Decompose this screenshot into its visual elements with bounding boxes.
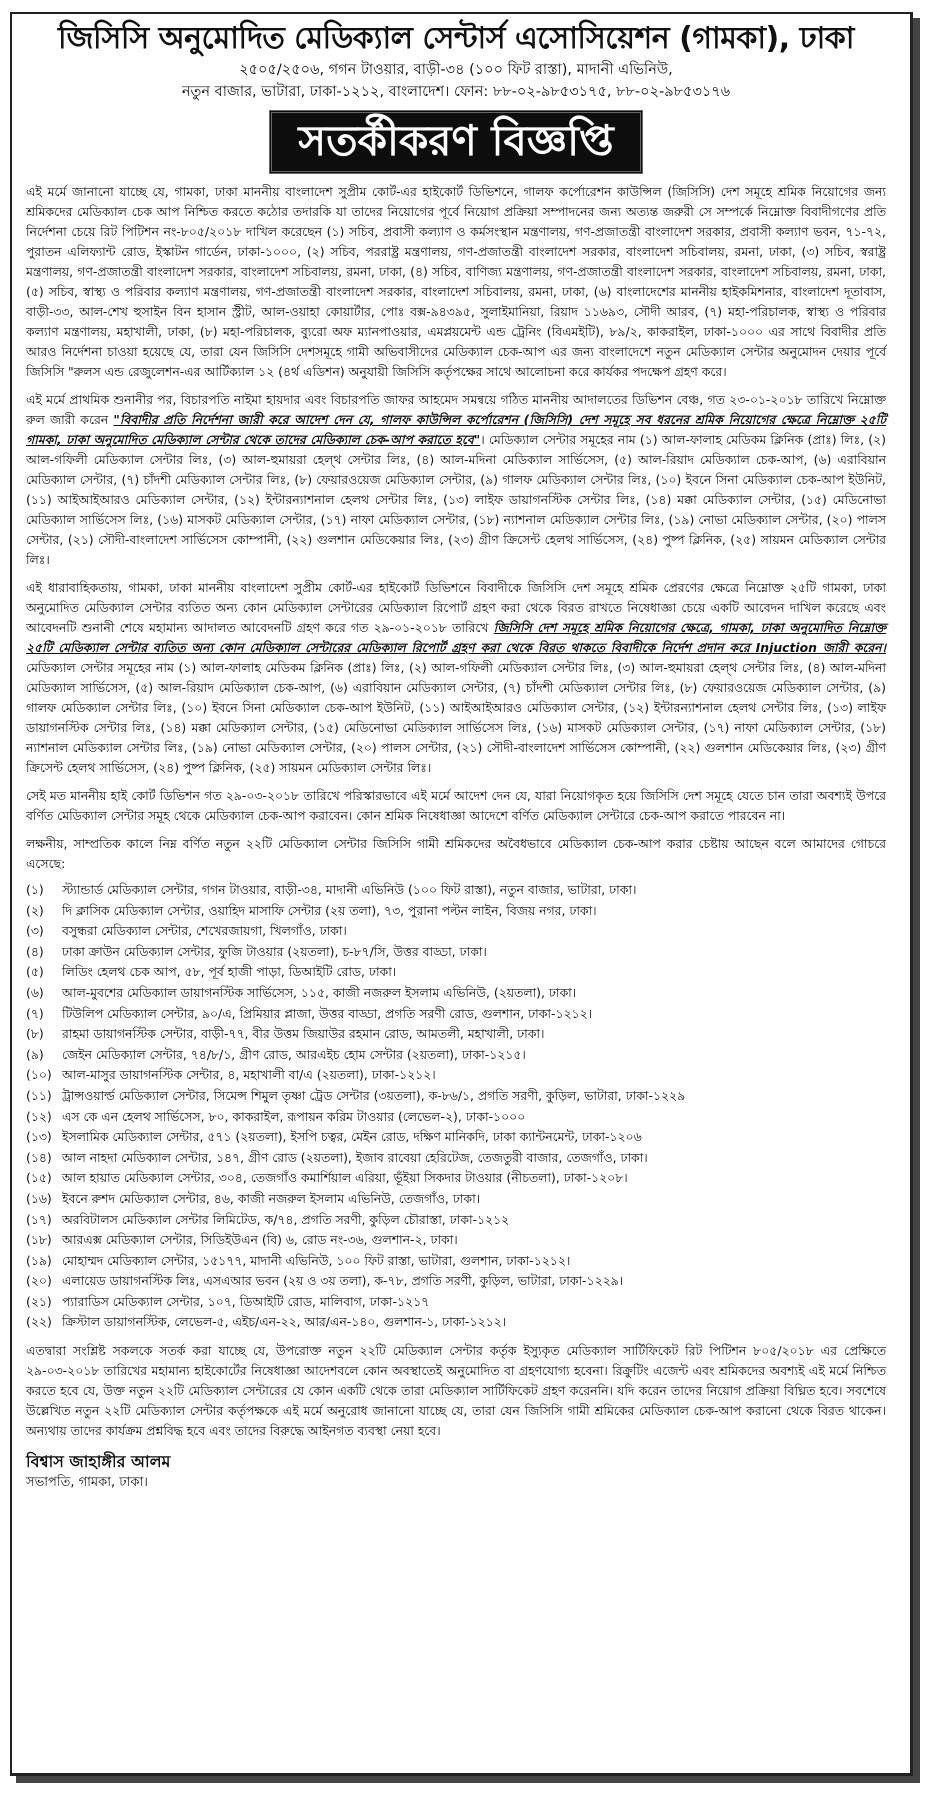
new-center-text: মোহাম্মদ মেডিক্যাল সেন্টার, ১৫১৭৭, মাদানী এভিনিউ, ১০০ ফিট রাস্তা, ভাটারা, গুলশান, ঢাকা-১২১২।: [62, 1252, 571, 1268]
new-center-number: (৯): [26, 1046, 44, 1062]
banner-wrap: [26, 110, 886, 174]
new-center-text: প্যারাডিস মেডিক্যাল সেন্টার, ১০৭, ডিআইটি রোড, মালিবাগ, ঢাকা-১২১৭: [62, 1293, 430, 1309]
new-center-item: [26, 983, 886, 1004]
rule-intro: এই মর্মে প্রাথমিক শুনানীর পর, বিচারপতি নাইমা হায়দার এবং বিচারপতি জাফর আহমেদ সমন্বয়ে গঠিত মাননীয় আদালতের ডিভিশন বেঞ্চ, গত ২৩-০১-২০১৮ তারিখে নিম্নোক্ত রুল জারী করেন: [26, 392, 886, 427]
paragraph-injunction: [26, 578, 886, 778]
new-center-item: [26, 921, 886, 942]
new-center-text: ঢাকা ক্রাউন মেডিক্যাল সেন্টার, ফুজি টাওয়ার (২য়তলা), চ-৮৭/সি, উত্তর বাড্ডা, ঢাকা।: [62, 943, 487, 959]
new-center-number: (৮): [26, 1026, 44, 1042]
address-line-1: ২৫০৫/২৫০৬, গগন টাওয়ার, বাড়ী-৩৪ (১০০ ফিট রাস্তা), মাদানী এভিনিউ,: [239, 62, 673, 78]
new-center-item: [26, 962, 886, 983]
new-centers-list: [26, 880, 886, 1333]
new-center-number: (২১): [26, 1293, 52, 1309]
new-center-item: [26, 1271, 886, 1292]
new-center-item: [26, 1312, 886, 1333]
new-center-text: ইবনে রুশদ মেডিক্যাল সেন্টার, ৪৬, কাজী নজরুল ইসলাম এভিনিউ, তেজগাঁও, ঢাকা।: [62, 1190, 481, 1206]
new-center-number: (১৭): [26, 1211, 52, 1227]
new-center-number: (১৪): [26, 1149, 52, 1165]
new-center-item: [26, 1107, 886, 1128]
new-center-text: টিউলিপ মেডিক্যাল সেন্টার, ৯০/এ, প্রিমিয়ার প্লাজা, উত্তর বাড্ডা, প্রগতি সরণী রোড, গুলশান, ঢাকা-১২১২।: [62, 1005, 593, 1021]
new-center-text: এস কে এন হেলথ সার্ভিসেস, ৮০, কাকরাইল, রূপায়ন করিম টাওয়ার (লেভেল-২), ঢাকা-১০০০: [62, 1108, 526, 1124]
new-center-text: অরবিটালস মেডিক্যাল সেন্টার লিমিটেড, ক/৭৪, প্রগতি সরণী, কুড়িল চৌরাস্তা, ঢাকা-১২১২: [62, 1211, 510, 1227]
new-center-item: [26, 942, 886, 963]
new-center-number: (৪): [26, 943, 44, 959]
new-center-text: ক্রিস্টাল ডায়াগনস্টিক, লেভেল-৫, এইচ/এন-২২, আর/এন-১৪০, গুলশান-১, ঢাকা-১২১২।: [62, 1314, 507, 1330]
new-center-item: [26, 1065, 886, 1086]
paragraph-rule-issued: [26, 390, 886, 570]
new-center-text: আল-মুবশের মেডিক্যাল ডায়াগনস্টিক সার্ভিসেস, ১১৫, কাজী নজরুল ইসলাম এভিনিউ, (২য়তলা), ঢাকা।: [62, 984, 577, 1000]
new-center-number: (১৩): [26, 1129, 52, 1145]
new-center-item: [26, 1168, 886, 1189]
new-center-number: (১১): [26, 1087, 52, 1103]
signatory-name: বিশ্বাস জাহাঙ্গীর আলম: [26, 1452, 171, 1472]
new-center-text: আল-মাসুর ডায়াগনস্টিক সেন্টার, ৪, মহাখালী বা/এ (২য়তলা), ঢাকা-১২১২।: [62, 1067, 436, 1083]
new-center-number: (৬): [26, 984, 44, 1000]
new-center-number: (২০): [26, 1273, 52, 1289]
new-center-text: বসুন্ধরা মেডিক্যাল সেন্টার, শেখেরজায়গা, খিলগাঁও, ঢাকা।: [62, 923, 347, 939]
new-center-item: [26, 1251, 886, 1272]
new-center-item: [26, 1230, 886, 1251]
organization-title: জিসিসি অনুমোদিত মেডিক্যাল সেন্টার্স এসোসিয়েশন (গামকা), ঢাকা: [58, 21, 854, 56]
new-center-text: রাহমা ডায়াগনস্টিক সেন্টার, বাড়ী-৭৭, বীর উত্তম জিয়াউর রহমান রোড, আমতলী, মহাখালী, ঢাকা।: [62, 1026, 545, 1042]
new-center-text: এলায়েড ডায়াগনস্টিক লিঃ, এসএআর ভবন (২য় ও ৩য় তলা), ক-৭৮, প্রগতি সরণী, কুড়িল, ভাটারা, ঢাকা-১২২৯।: [62, 1273, 624, 1289]
injunction-quote: জিসিসি দেশ সমূহে শ্রমিক নিয়োগের ক্ষেত্রে, গামকা, ঢাকা অনুমোদিত নিম্নোক্ত ২৫টি মেডিক্যাল সেন্টার ব্যতিত অন্য কোন মেডিক্যাল সেন্টারের মেডিক্যাল রিপোর্ট গ্রহণ করা থেকে বিরত থাকতে বিবাদীকে নির্দেশ প্রদান করে Injuction জারী করেন।: [26, 620, 886, 655]
new-center-item: [26, 901, 886, 922]
new-center-number: (৭): [26, 1005, 44, 1021]
paragraph-new-centers-intro: লক্ষনীয়, সাম্প্রতিক কালে নিম্ন বর্ণিত নতুন ২২টি মেডিক্যাল সেন্টার জিসিসি গামী শ্রমিকদের অবৈধভাবে মেডিক্যাল চেক-আপ করার চেষ্টায় আছেন বলে আমাদের গোচরে এসেছে:: [26, 836, 886, 871]
new-center-item: [26, 880, 886, 901]
new-center-number: (১৬): [26, 1190, 52, 1206]
injunction-center-list: মেডিক্যাল সেন্টার সমূহের নাম (১) আল-ফালাহ মেডিকম ক্লিনিক (প্রাঃ) লিঃ, (২) আল-গফিলী মেডিক্যাল সেন্টার লিঃ, (৩) আল-হুমায়রা হেল্থ সেন্টার লিঃ, (৪) আল-মদিনা মেডিক্যাল সার্ভিসেস, (৫) আল-রিয়াদ মেডিক্যাল চেক-আপ, (৬) এরাবিয়ান মেডিক্যাল সেন্টার, (৭) চাঁদশী মেডিক্যাল সেন্টার লিঃ, (৮) ফেয়ারওয়েজ মেডিক্যাল সেন্টার, (৯) গালফ মেডিক্যাল সেন্টার লিঃ, (১০) ইবনে সিনা মেডিক্যাল চেক-আপ ইউনিট, (১১) আইআইআরও মেডিক্যাল সেন্টার, (১২) ইন্টারন্যাশনাল হেলথ সেন্টার লিঃ, (১৩) লাইফ ডায়াগনস্টিক সেন্টার লিঃ, (১৪) মক্কা মেডিক্যাল সেন্টার, (১৫) মেডিনোভা মেডিক্যাল সার্ভিসেস লিঃ, (১৬) মাসকট মেডিক্যাল সেন্টার, (১৭) নাফা মেডিক্যাল সেন্টার, (১৮) ন্যাশনাল মেডিক্যাল সেন্টার লিঃ, (১৯) নোভা মেডিক্যাল সেন্টার, (২০) পালস সেন্টার, (২১) সৌদী-বাংলাদেশ সার্ভিসেস কোম্পানী, (২২) গুলশান মেডিকেয়ার লিঃ, (২৩) গ্রীণ ক্রিসেন্ট হেলথ সার্ভিসেস, (২৪) পুষ্প ক্লিনিক, (২৫) সায়মন মেডিক্যাল সেন্টার লিঃ।: [26, 660, 886, 775]
new-center-number: (২): [26, 902, 44, 918]
new-center-number: (১৫): [26, 1170, 52, 1186]
new-center-number: (৩): [26, 923, 44, 939]
address-line-2: নতুন বাজার, ভাটারা, ঢাকা-১২১২, বাংলাদেশ। ফোন: ৮৮-০২-৯৮৫৩১৭৫, ৮৮-০২-৯৮৫৩১৭৬: [181, 84, 731, 100]
notice-banner: সতর্কীকরণ বিজ্ঞপ্তি: [269, 110, 642, 174]
new-center-number: (১৮): [26, 1232, 52, 1248]
new-center-text: লিডিং হেলথ চেক আপ, ৫৮, পূর্ব হাজী পাড়া, ডিআইটি রোড, ঢাকা।: [62, 964, 397, 980]
new-center-text: ইসলামিক মেডিক্যাল সেন্টার, ৫৭১ (২য়তলা), ইসপি চত্বর, মেইন রোড, দক্ষিণ মানিকদি, ঢাকা ক্যান্টনমেন্ট, ঢাকা-১২০৬: [62, 1129, 642, 1145]
injunction-intro: এই ধারাবাহিকতায়, গামকা, ঢাকা মাননীয় বাংলাদেশ সুপ্রীম কোর্ট-এর হাইকোর্ট ডিভিশনে বিবাদীকে জিসিসি দেশ সমূহে শ্রমিক প্রেরণের ক্ষেত্রে নিম্নোক্ত ২৫টি গামকা, ঢাকা অনুমোদিত মেডিক্যাল সেন্টার ব্যতিত অন্য কোন মেডিক্যাল সেন্টারের মেডিক্যাল রিপোর্ট গ্রহণ করা থেকে বিরত রাখতে নিষেধাজ্ঞা চেয়ে একটি আবেদন দাখিল করেছে এবং আবেদনটি শুনানী শেষে মহামান্য আদালত আবেদনটি গ্রহণ করে গত ২৯-০১-২০১৮ তারিখে: [26, 580, 886, 635]
frame-shadow-right: [913, 18, 920, 1782]
signatory-title: সভাপতি, গামকা, ঢাকা।: [26, 1475, 148, 1491]
new-center-number: (১৯): [26, 1252, 52, 1268]
rule-center-list: । মেডিক্যাল সেন্টার সমূহের নাম (১) আল-ফালাহ মেডিকম ক্লিনিক (প্রাঃ) লিঃ, (২) আল-গফিলী মেডিক্যাল সেন্টার লিঃ, (৩) আল-হুমায়রা হেল্থ সেন্টার লিঃ, (৪) আল-মদিনা মেডিক্যাল সার্ভিসেস, (৫) আল-রিয়াদ মেডিক্যাল চেক-আপ, (৬) এরাবিয়ান মেডিক্যাল সেন্টার, (৭) চাঁদশী মেডিক্যাল সেন্টার লিঃ, (৮) ফেয়ারওয়েজ মেডিক্যাল সেন্টার, (৯) গালফ মেডিক্যাল সেন্টার লিঃ, (১০) ইবনে সিনা মেডিক্যাল চেক-আপ ইউনিট, (১১) আইআইআরও মেডিক্যাল সেন্টার, (১২) ইন্টারন্যাশনাল হেলথ সেন্টার লিঃ, (১৩) লাইফ ডায়াগনস্টিক সেন্টার লিঃ, (১৪) মক্কা মেডিক্যাল সেন্টার, (১৫) মেডিনোভা মেডিক্যাল সার্ভিসেস লিঃ, (১৬) মাসকট মেডিক্যাল সেন্টার, (১৭) নাফা মেডিক্যাল সেন্টার, (১৮) ন্যাশনাল মেডিক্যাল সেন্টার লিঃ, (১৯) নোভা মেডিক্যাল সেন্টার, (২০) পালস সেন্টার, (২১) সৌদী-বাংলাদেশ সার্ভিসেস কোম্পানী, (২২) গুলশান মেডিকেয়ার লিঃ, (২৩) গ্রীণ ক্রিসেন্ট হেলথ সার্ভিসেস, (২৪) পুষ্প ক্লিনিক, (২৫) সায়মন মেডিক্যাল সেন্টার লিঃ।: [26, 432, 887, 567]
new-center-item: [26, 1045, 886, 1066]
notice-content: [26, 20, 886, 1493]
new-center-item: [26, 1086, 886, 1107]
new-center-text: দি ক্লাসিক মেডিক্যাল সেন্টার, ওয়াহিদ মাসাফি সেন্টার (২য় তলা), ৭৩, পুরানা পল্টন লাইন, বিজয় নগর, ঢাকা।: [62, 902, 597, 918]
new-center-item: [26, 1292, 886, 1313]
new-center-text: আল হায়াত মেডিক্যাল সেন্টার, ৩০৪, তেজগাঁও কমার্শিয়াল এরিয়া, ভূঁইয়া সিকদার টাওয়ার (নীচতলা), ঢাকা-১২০৮।: [62, 1170, 628, 1186]
paragraph-writ-petition: এই মর্মে জানানো যাচ্ছে যে, গামকা, ঢাকা মাননীয় বাংলাদেশ সুপ্রীম কোর্ট-এর হাইকোর্ট ডিভিশনে, গালফ কর্পোরেশন কাউন্সিল (জিসিসি) দেশ সমূহে শ্রমিক নিয়োগের জন্য শ্রমিকদের মেডিক্যাল চেক আপ নিশ্চিত করতে কঠোর তদারকি যা তাদের নিয়োগের পূর্বে নিয়োগ প্রক্রিয়া সম্পাদনের জন্য অত্যন্ত জরুরী সে সম্পর্কে নিম্নোক্ত বিবাদীগণের প্রতি নির্দেশনা চেয়ে রিট পিটিশন নং-৮০৫/২০১৮ দাখিল করেছেন (১) সচিব, প্রবাসী কল্যাণ ও কর্মসংস্থান মন্ত্রণালয়, গণ-প্রজাতন্ত্রী বাংলাদেশ সরকার, প্রবাসী কল্যাণ ভবন, ৭১-৭২, পুরাতন এলিফ্যান্ট রোড, ইস্কাটন গার্ডেন, ঢাকা-১০০০, (২) সচিব, পররাষ্ট্র মন্ত্রণালয়, গণ-প্রজাতন্ত্রী বাংলাদেশ সরকার, বাংলাদেশ সচিবালয়, রমনা, ঢাকা, (৩) সচিব, স্বরাষ্ট্র মন্ত্রণালয়, গণ-প্রজাতন্ত্রী বাংলাদেশ সরকার, বাংলাদেশ সচিবালয়, রমনা, ঢাকা, (৪) সচিব, বাণিজ্য মন্ত্রণালয়, গণ-প্রজাতন্ত্রী বাংলাদেশ সরকার, বাংলাদেশ সচিবালয়, রমনা, ঢাকা, (৫) সচিব, স্বাস্থ্য ও পরিবার কল্যাণ মন্ত্রণালয়, গণ-প্রজাতন্ত্রী বাংলাদেশ সরকার, বাংলাদেশ সচিবালয়, রমনা, ঢাকা, (৬) বাংলাদেশের মাননীয় হাইকমিশনার, বাংলাদেশ দূতাবাস, বাড়ী-৩৩, আল-শেখ হুসাইন বিন হাসান স্ট্রীট, আল-ওয়াহা কোয়ার্টার, পোঃ বক্স-৯৪৩৯৫, সুলাইমানিয়া, রিয়াদ ১১৬৯৩, সৌদী আরব, (৭) মহা-পরিচালক, স্বাস্থ্য ও পরিবার কল্যাণ মন্ত্রণালয়, মহাখালী, ঢাকা, (৮) মহা-পরিচালক, ব্যুরো অফ ম্যানপাওয়ার, এমপ্লয়মেন্ট এন্ড ট্রেনিং (বিএমইটি), ৮৯/২, কাকরাইল, ঢাকা-১০০০ এর সাথে বিবাদীর প্রতি আরও নির্দেশনা চাওয়া হয়েছে যে, তারা যেন জিসিসি দেশসমূহে গামী অভিবাসীদের মেডিক্যাল চেক-আপ এর জন্য বাংলাদেশে নতুন মেডিক্যাল সেন্টার অনুমোদন দেয়ার পূর্বে জিসিসি "রুলস এন্ড রেজুলেশন-এর আর্টিক্যাল ১২ (৪র্থ এডিশন) অনুযায়ী জিসিসি কর্তৃপক্ষের সাথে আলোচনা করে কার্যকর পদক্ষেপ গ্রহণ করে।: [26, 184, 886, 379]
frame-shadow-bottom: [16, 1776, 920, 1783]
new-center-number: (১২): [26, 1108, 52, 1124]
paragraph-warning: এতদ্বারা সংশ্লিষ্ট সকলকে সতর্ক করা যাচ্ছে যে, উপরোক্ত নতুন ২২টি মেডিক্যাল সেন্টার কর্তৃক ইস্যুকৃত মেডিক্যাল সার্টিফিকেট রিট পিটিশন ৮০৫/২০১৮ এর প্রেক্ষিতে ২৯-০৩-২০১৮ তারিখের মহামান্য হাইকোর্টের নিষেধাজ্ঞা আদেশবলে কোন অবস্থাতেই অনুমোদিত বা গ্রহণযোগ্য হবেনা। রিক্রুটিং এজেন্ট এবং শ্রমিকদের অবশ্যই এই মর্মে নিশ্চিত করতে হবে যে, উক্ত নতুন ২২টি মেডিক্যাল সেন্টারের যে কোন একটি থেকে তারা মেডিক্যাল সার্টিফিকেট গ্রহণ করেননি। যদি করেন তাদের নিয়োগ প্রক্রিয়া বিঘ্নিত হবে। সবশেষে উল্লেখিত নতুন ২২টি মেডিক্যাল সেন্টার কর্তৃপক্ষকে এই মর্মে অনুরোধ জানানো যাচ্ছে যে, তারা যেন জিসিসি গামী শ্রমিকের মেডিক্যাল চেক-আপ করানো থেকে বিরত থাকেন। অন্যথায় তাদের কার্যক্রম প্রশ্নবিদ্ধ হবে এবং তাদের বিরুদ্ধে আইনগত ব্যবস্থা নেয়া হবে।: [26, 1343, 886, 1439]
new-center-text: ট্রান্সওয়ার্ল্ড মেডিক্যাল সেন্টার, সিমেন্স শিমুল তৃষ্ণা ট্রেড সেন্টার (৩য়তলা), ক-৮৬/১, প্রগতি সরণী, কুড়িল, ভাটারা, ঢাকা-১২২৯: [62, 1087, 686, 1103]
new-center-item: [26, 1127, 886, 1148]
new-center-item: [26, 1189, 886, 1210]
new-center-number: (১০): [26, 1067, 52, 1083]
new-center-text: জেইন মেডিক্যাল সেন্টার, ৭৪/৮/১, গ্রীণ রোড, আরএইচ হোম সেন্টার (২য়তলা), ঢাকা-১২১৫।: [62, 1046, 526, 1062]
new-center-item: [26, 1004, 886, 1025]
paragraph-court-order: সেই মত মাননীয় হাই কোর্ট ডিভিশন গত ২৯-০৩-২০১৮ তারিখে পরিস্কারভাবে এই মর্মে আদেশ দেন যে, যারা নিয়োগকৃত হয়ে জিসিসি দেশ সমূহে যেতে চান তারা অবশ্যই উপরে বর্ণিত মেডিক্যাল সেন্টার সমূহ থেকে মেডিক্যাল চেক-আপ করাবেন। কোন শ্রমিক নিষেধাজ্ঞা আদেশে বর্ণিত মেডিক্যাল সেন্টারে চেক-আপ করাতে পারবেন না।: [26, 788, 886, 823]
new-center-number: (১): [26, 882, 44, 897]
new-center-number: (৫): [26, 964, 44, 980]
new-center-item: [26, 1024, 886, 1045]
new-center-item: [26, 1148, 886, 1169]
new-center-text: স্ট্যান্ডার্ড মেডিক্যাল সেন্টার, গগন টাওয়ার, বাড়ী-৩৪, মাদানী এভিনিউ (১০০ ফিট রাস্তা), নতুন বাজার, ভাটারা, ঢাকা।: [62, 882, 637, 897]
new-center-item: [26, 1210, 886, 1231]
new-center-text: আরএক্স মেডিক্যাল সেন্টার, সিডিইউএন (বি) ৬, রোড নং-৩৬, গুলশান-২, ঢাকা।: [62, 1232, 458, 1248]
new-center-number: (২২): [26, 1314, 52, 1330]
rule-quote: "বিবাদীর প্রতি নির্দেশনা জারী করে আদেশ দেন যে, গালফ কাউন্সিল কর্পোরেশন (জিসিসি) দেশ সমূহে সব ধরনের শ্রমিক নিয়োগের ক্ষেত্রে নিম্নোক্ত ২৫টি গামকা, ঢাকা অনুমোদিত মেডিক্যাল সেন্টার থেকে তাদের মেডিক্যাল চেক-আপ করাতে হবে": [26, 412, 887, 447]
new-center-text: আল নাহদা মেডিক্যাল সেন্টার, ১৪৭, গ্রীণ রোড (২য়তলা), ইজাব রাবেয়া হেরিটেজ, তেজতুরী বাজার, তেজগাঁও, ঢাকা।: [62, 1149, 648, 1165]
